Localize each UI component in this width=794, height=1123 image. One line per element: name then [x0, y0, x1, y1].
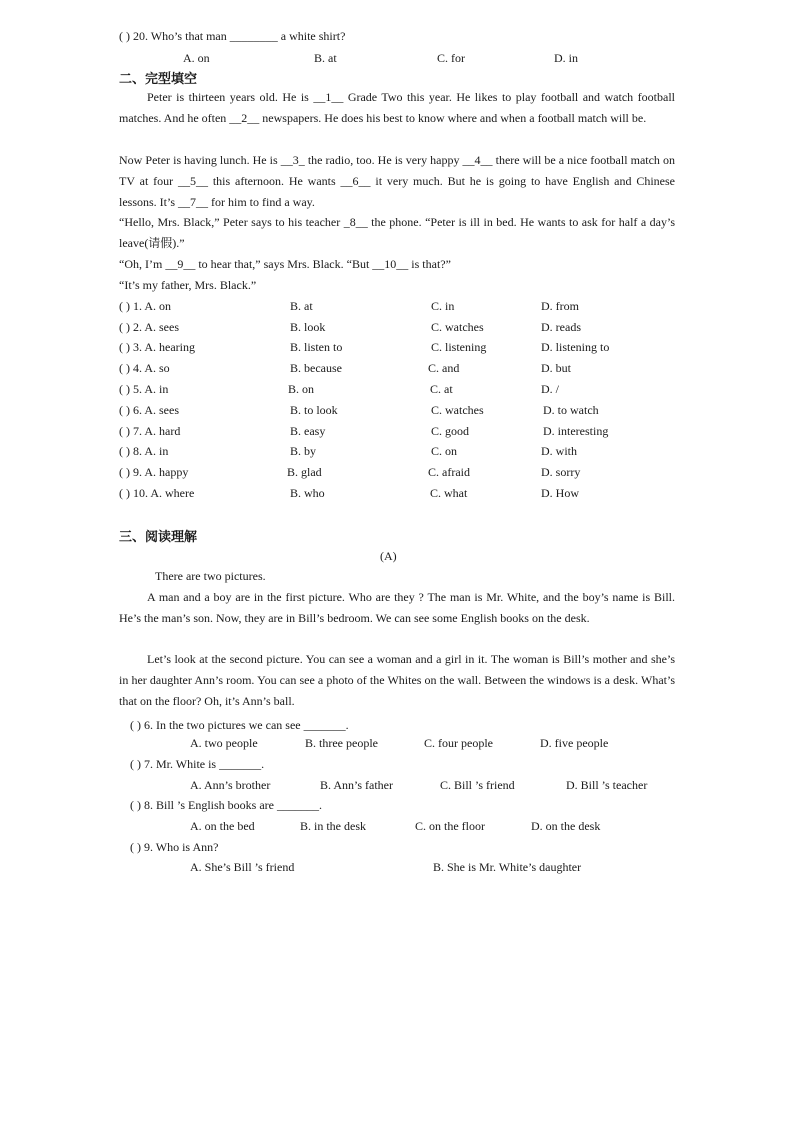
- cloze-paragraph-5: “It’s my father, Mrs. Black.”: [119, 278, 257, 292]
- q20-option-b: B. at: [314, 51, 337, 65]
- cloze-q8-option-c: C. on: [431, 444, 458, 458]
- cloze-q6-option-c: C. watches: [431, 403, 484, 417]
- cloze-q5-option-c: C. at: [430, 382, 453, 396]
- reading-q6-stem: ( ) 6. In the two pictures we can see _______.: [130, 718, 349, 732]
- cloze-q6-option-b: B. to look: [290, 403, 338, 417]
- reading-q8-option-a: A. on the bed: [190, 819, 255, 833]
- reading-q9-stem: ( ) 9. Who is Ann?: [130, 840, 219, 854]
- reading-q6-option-a: A. two people: [190, 736, 258, 750]
- cloze-q4-option-b: B. because: [290, 361, 342, 375]
- cloze-q10-option-c: C. what: [430, 486, 468, 500]
- passage-label: (A): [380, 549, 397, 563]
- cloze-q1-stem: ( ) 1. A. on: [119, 299, 171, 313]
- cloze-q4-stem: ( ) 4. A. so: [119, 361, 170, 375]
- cloze-q9-option-b: B. glad: [287, 465, 322, 479]
- section-2-title: 二、完型填空: [119, 72, 198, 87]
- cloze-q7-option-b: B. easy: [290, 424, 326, 438]
- cloze-q6-stem: ( ) 6. A. sees: [119, 403, 179, 417]
- reading-q7-option-b: B. Ann’s father: [320, 778, 393, 792]
- passage-intro: There are two pictures.: [155, 569, 266, 583]
- cloze-q7-option-c: C. good: [431, 424, 470, 438]
- section-3-title: 三、阅读理解: [119, 530, 198, 545]
- cloze-q9-option-c: C. afraid: [428, 465, 470, 479]
- passage-paragraph-2: Let’s look at the second picture. You can see a woman and a girl in it. The woman is Bill’s mother and she’s in her daughter Ann’s room. You can see a photo of the Whites on the wall. Between the windows is a desk. What’s that on the floor? Oh, it’s Ann’s ball.: [119, 652, 675, 708]
- cloze-q1-option-c: C. in: [431, 299, 455, 313]
- q20-option-c: C. for: [437, 51, 465, 65]
- q20-option-a: A. on: [183, 51, 210, 65]
- cloze-q1-option-d: D. from: [541, 299, 579, 313]
- cloze-q4-option-d: D. but: [541, 361, 571, 375]
- cloze-paragraph-4: “Oh, I’m __9__ to hear that,” says Mrs. Black. “But __10__ is that?”: [119, 257, 451, 271]
- reading-q8-option-c: C. on the floor: [415, 819, 485, 833]
- cloze-q3-option-b: B. listen to: [290, 340, 343, 354]
- reading-q7-stem: ( ) 7. Mr. White is _______.: [130, 757, 265, 771]
- reading-q7-option-a: A. Ann’s brother: [190, 778, 271, 792]
- cloze-q9-stem: ( ) 9. A. happy: [119, 465, 189, 479]
- passage-paragraph-1: A man and a boy are in the first picture. Who are they ? The man is Mr. White, and the boy’s name is Bill. He’s the man’s son. Now, they are in Bill’s bedroom. We can see some English books on the desk.: [119, 590, 675, 625]
- cloze-q3-option-c: C. listening: [431, 340, 487, 354]
- cloze-q9-option-d: D. sorry: [541, 465, 581, 479]
- question-20-stem: ( ) 20. Who’s that man ________ a white shirt?: [119, 29, 346, 43]
- cloze-q8-option-d: D. with: [541, 444, 577, 458]
- cloze-q8-stem: ( ) 8. A. in: [119, 444, 169, 458]
- reading-q6-option-c: C. four people: [424, 736, 493, 750]
- cloze-q8-option-b: B. by: [290, 444, 317, 458]
- reading-q7-option-c: C. Bill ’s friend: [440, 778, 515, 792]
- cloze-q5-stem: ( ) 5. A. in: [119, 382, 169, 396]
- cloze-paragraph-3: “Hello, Mrs. Black,” Peter says to his teacher _8__ the phone. “Peter is ill in bed. He wants to ask for half a day’s leave(请假).”: [119, 215, 675, 250]
- cloze-q3-stem: ( ) 3. A. hearing: [119, 340, 195, 354]
- q20-option-d: D. in: [554, 51, 578, 65]
- cloze-q5-option-d: D. /: [541, 382, 559, 396]
- cloze-q1-option-b: B. at: [290, 299, 313, 313]
- cloze-q10-stem: ( ) 10. A. where: [119, 486, 195, 500]
- cloze-q5-option-b: B. on: [288, 382, 315, 396]
- reading-q7-option-d: D. Bill ’s teacher: [566, 778, 648, 792]
- reading-q6-option-d: D. five people: [540, 736, 609, 750]
- reading-q9-option-b: B. She is Mr. White’s daughter: [433, 860, 582, 874]
- cloze-q3-option-d: D. listening to: [541, 340, 610, 354]
- cloze-q4-option-c: C. and: [428, 361, 460, 375]
- cloze-q6-option-d: D. to watch: [543, 403, 599, 417]
- cloze-q7-option-d: D. interesting: [543, 424, 609, 438]
- cloze-paragraph-2: Now Peter is having lunch. He is __3_ the radio, too. He is very happy __4__ there will be a nice football match on TV at four __5__ this afternoon. He wants __6__ it very much. But he is going to have English and Chinese lessons. It’s __7__ for him to find a way.: [119, 153, 675, 209]
- reading-q8-stem: ( ) 8. Bill ’s English books are _______.: [130, 798, 322, 812]
- reading-q6-option-b: B. three people: [305, 736, 378, 750]
- cloze-q2-option-c: C. watches: [431, 320, 484, 334]
- cloze-q10-option-d: D. How: [541, 486, 579, 500]
- reading-q9-option-a: A. She’s Bill ’s friend: [190, 860, 295, 874]
- reading-q8-option-d: D. on the desk: [531, 819, 601, 833]
- cloze-q2-option-b: B. look: [290, 320, 326, 334]
- cloze-q2-option-d: D. reads: [541, 320, 581, 334]
- cloze-q2-stem: ( ) 2. A. sees: [119, 320, 179, 334]
- cloze-paragraph-1: Peter is thirteen years old. He is __1__ Grade Two this year. He likes to play football and watch football matches. And he often __2__ newspapers. He does his best to know where and when a football match will be.: [119, 90, 675, 125]
- reading-q8-option-b: B. in the desk: [300, 819, 366, 833]
- cloze-q10-option-b: B. who: [290, 486, 325, 500]
- cloze-q7-stem: ( ) 7. A. hard: [119, 424, 181, 438]
